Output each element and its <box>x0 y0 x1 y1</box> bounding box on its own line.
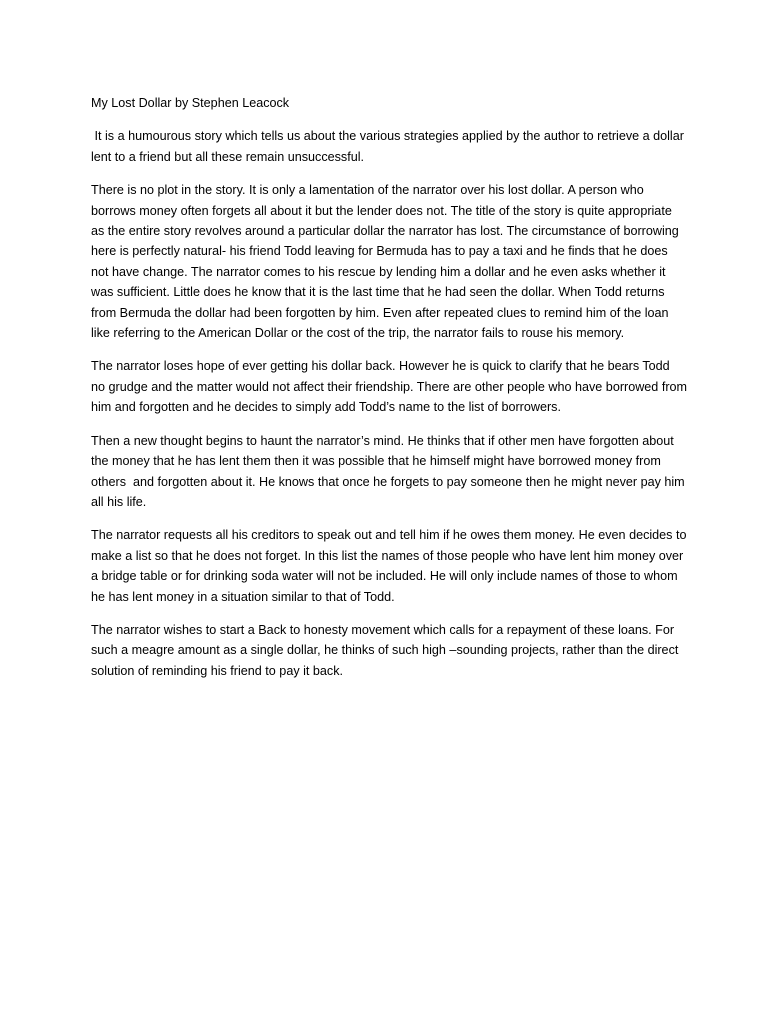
paragraph-intro: It is a humourous story which tells us about the various strategies applied by the author to retrieve a dollar lent to a friend but all these remain unsuccessful. <box>91 129 688 164</box>
document-body <box>91 93 691 694</box>
paragraph-creditors: The narrator requests all his creditors to speak out and tell him if he owes them money. He even decides to make a list so that he does not forget. In this list the names of those people who have lent him money over a bridge table or for drinking soda water will not be included. He will only include names of those to whom he has lent money in a situation similar to that of Todd. <box>91 528 690 604</box>
paragraph-new-thought: Then a new thought begins to haunt the narrator’s mind. He thinks that if other men have forgotten about the money that he has lent them then it was possible that he himself might have borrowed money from others and forgotten about it. He knows that once he forgets to pay someone then he might never pay him all his life. <box>91 433 689 509</box>
paragraph-plot: There is no plot in the story. It is only a lamentation of the narrator over his lost dollar. A person who borrows money often forgets all about it but the lender does not. The title of the story is quite appropriate as the entire story revolves around a particular dollar the narrator has lost. The circumstance of borrowing here is perfectly natural- his friend Todd leaving for Bermuda has to pay a taxi and he finds that he does not have change. The narrator comes to his rescue by lending him a dollar and he even asks whether it was sufficient. Little does he know that it is the last time that he had seen the dollar. When Todd returns from Bermuda the dollar had been forgotten by him. Even after repeated clues to remind him of the loan like referring to the American Dollar or the cost of the trip, the narrator fails to rouse his memory. <box>91 183 683 341</box>
document-title: My Lost Dollar by Stephen Leacock <box>91 96 290 110</box>
paragraph-hope: The narrator loses hope of ever getting his dollar back. However he is quick to clarify that he bears Todd no grudge and the matter would not affect their friendship. There are other people who have borrowed from him and forgotten and he decides to simply add Todd’s name to the list of borrowers. <box>91 359 691 415</box>
paragraph-movement: The narrator wishes to start a Back to honesty movement which calls for a repayment of these loans. For such a meagre amount as a single dollar, he thinks of such high –sounding projects, rather than the direct solution of reminding his friend to pay it back. <box>91 622 682 678</box>
